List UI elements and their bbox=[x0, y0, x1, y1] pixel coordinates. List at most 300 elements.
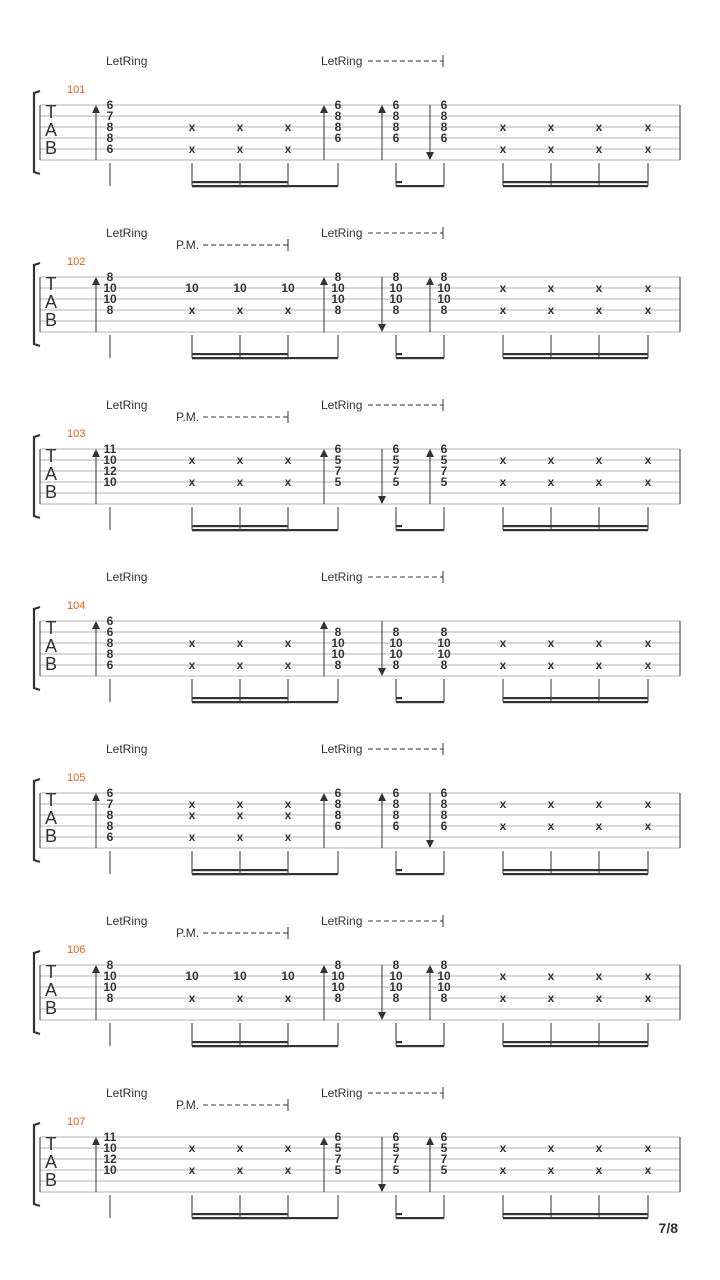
dead-note: x bbox=[188, 453, 196, 467]
upstroke-arrow bbox=[320, 793, 328, 801]
tab-clef-letter: T bbox=[45, 1134, 57, 1154]
beam bbox=[192, 525, 288, 527]
dead-note: x bbox=[595, 797, 603, 811]
dead-note: x bbox=[284, 1163, 292, 1177]
beam bbox=[192, 1217, 288, 1219]
beam bbox=[396, 1217, 444, 1219]
fret-number: 8 bbox=[106, 131, 114, 145]
fret-number: 10 bbox=[233, 281, 247, 295]
fret-number: 8 bbox=[106, 819, 114, 833]
palm-mute-label: P.M. bbox=[176, 410, 200, 424]
fret-number: 10 bbox=[389, 980, 403, 994]
fret-number: 8 bbox=[334, 797, 342, 811]
fret-number: 8 bbox=[334, 120, 342, 134]
beam bbox=[503, 185, 648, 187]
upstroke-arrow bbox=[320, 105, 328, 113]
fret-number: 5 bbox=[392, 453, 400, 467]
dead-note: x bbox=[547, 636, 555, 650]
tab-clef-letter: B bbox=[44, 310, 58, 330]
upstroke-arrow bbox=[92, 793, 100, 801]
beam-stub bbox=[396, 869, 402, 871]
fret-number: 8 bbox=[392, 109, 400, 123]
upstroke-arrow bbox=[92, 105, 100, 113]
fret-number: 6 bbox=[440, 131, 448, 145]
fret-number: 8 bbox=[334, 109, 342, 123]
dead-note: x bbox=[595, 142, 603, 156]
let-ring-label: LetRing bbox=[321, 570, 363, 584]
tab-clef-letter: A bbox=[44, 808, 58, 828]
fret-number: 8 bbox=[392, 303, 400, 317]
let-ring-label: LetRing bbox=[321, 914, 363, 928]
upstroke-arrow bbox=[92, 449, 100, 457]
fret-number: 10 bbox=[331, 980, 345, 994]
upstroke-arrow bbox=[320, 1137, 328, 1145]
fret-number: 5 bbox=[392, 475, 400, 489]
upstroke-arrow bbox=[320, 449, 328, 457]
tab-clef-letter: T bbox=[45, 790, 57, 810]
upstroke-arrow bbox=[92, 965, 100, 973]
dead-note: x bbox=[547, 797, 555, 811]
dead-note: x bbox=[547, 658, 555, 672]
beam bbox=[192, 701, 288, 703]
fret-number: 6 bbox=[392, 131, 400, 145]
let-ring-label: LetRing bbox=[106, 742, 148, 756]
dead-note: x bbox=[236, 658, 244, 672]
fret-number: 8 bbox=[440, 991, 448, 1005]
upstroke-arrow bbox=[426, 277, 434, 285]
measure-number: 104 bbox=[67, 600, 86, 612]
dead-note: x bbox=[644, 281, 652, 295]
beam bbox=[192, 357, 288, 359]
dead-note: x bbox=[644, 636, 652, 650]
dead-note: x bbox=[547, 281, 555, 295]
fret-number: 12 bbox=[103, 1152, 117, 1166]
dead-note: x bbox=[284, 636, 292, 650]
fret-number: 5 bbox=[440, 453, 448, 467]
fret-number: 8 bbox=[392, 797, 400, 811]
fret-number: 7 bbox=[440, 464, 448, 478]
beam bbox=[503, 697, 648, 699]
beam bbox=[396, 185, 444, 187]
fret-number: 11 bbox=[103, 1130, 117, 1144]
fret-number: 8 bbox=[334, 991, 342, 1005]
fret-number: 8 bbox=[440, 808, 448, 822]
beam bbox=[192, 1213, 288, 1215]
fret-number: 8 bbox=[440, 797, 448, 811]
dead-note: x bbox=[547, 475, 555, 489]
let-ring-label: LetRing bbox=[321, 398, 363, 412]
beam-stub bbox=[396, 697, 402, 699]
fret-number: 5 bbox=[334, 1141, 342, 1155]
dead-note: x bbox=[284, 1141, 292, 1155]
dead-note: x bbox=[547, 453, 555, 467]
fret-number: 10 bbox=[103, 1163, 117, 1177]
let-ring-label: LetRing bbox=[106, 54, 148, 68]
fret-number: 7 bbox=[334, 1152, 342, 1166]
tab-clef-letter: B bbox=[44, 998, 58, 1018]
fret-number: 10 bbox=[437, 980, 451, 994]
fret-number: 8 bbox=[440, 625, 448, 639]
upstroke-arrow bbox=[320, 277, 328, 285]
fret-number: 8 bbox=[440, 109, 448, 123]
fret-number: 10 bbox=[437, 636, 451, 650]
measure-number: 105 bbox=[67, 772, 86, 784]
dead-note: x bbox=[284, 797, 292, 811]
let-ring-label: LetRing bbox=[106, 1086, 148, 1100]
measure-number: 106 bbox=[67, 944, 86, 956]
beam bbox=[503, 1217, 648, 1219]
dead-note: x bbox=[499, 819, 507, 833]
dead-note: x bbox=[644, 453, 652, 467]
dead-note: x bbox=[595, 1163, 603, 1177]
fret-number: 10 bbox=[437, 647, 451, 661]
measure-number: 103 bbox=[67, 428, 86, 440]
fret-number: 8 bbox=[440, 270, 448, 284]
fret-number: 10 bbox=[389, 636, 403, 650]
measure-number: 102 bbox=[67, 256, 86, 268]
fret-number: 8 bbox=[106, 636, 114, 650]
upstroke-arrow bbox=[320, 621, 328, 629]
tab-clef-letter: B bbox=[44, 654, 58, 674]
dead-note: x bbox=[499, 475, 507, 489]
fret-number: 5 bbox=[334, 475, 342, 489]
dead-note: x bbox=[236, 1141, 244, 1155]
tab-clef-letter: B bbox=[44, 138, 58, 158]
fret-number: 10 bbox=[437, 281, 451, 295]
beam-stub bbox=[396, 353, 402, 355]
fret-number: 6 bbox=[334, 786, 342, 800]
upstroke-arrow bbox=[378, 105, 386, 113]
dead-note: x bbox=[595, 658, 603, 672]
fret-number: 10 bbox=[233, 969, 247, 983]
fret-number: 5 bbox=[334, 1163, 342, 1177]
system-bracket bbox=[34, 607, 40, 690]
dead-note: x bbox=[499, 142, 507, 156]
downstroke-arrow bbox=[378, 1012, 386, 1020]
dead-note: x bbox=[595, 636, 603, 650]
beam bbox=[503, 525, 648, 527]
upstroke-arrow bbox=[426, 965, 434, 973]
fret-number: 10 bbox=[331, 292, 345, 306]
beam-stub bbox=[396, 1213, 402, 1215]
dead-note: x bbox=[236, 1163, 244, 1177]
beam bbox=[503, 1213, 648, 1215]
let-ring-label: LetRing bbox=[321, 54, 363, 68]
dead-note: x bbox=[499, 120, 507, 134]
dead-note: x bbox=[499, 1141, 507, 1155]
fret-number: 10 bbox=[331, 281, 345, 295]
beam bbox=[396, 873, 444, 875]
dead-note: x bbox=[284, 808, 292, 822]
let-ring-label: LetRing bbox=[321, 742, 363, 756]
fret-number: 8 bbox=[106, 991, 114, 1005]
dead-note: x bbox=[284, 303, 292, 317]
fret-number: 10 bbox=[331, 969, 345, 983]
measure-number: 107 bbox=[67, 1116, 86, 1128]
tab-clef-letter: B bbox=[44, 482, 58, 502]
fret-number: 6 bbox=[440, 786, 448, 800]
dead-note: x bbox=[595, 991, 603, 1005]
fret-number: 7 bbox=[392, 1152, 400, 1166]
beam bbox=[503, 181, 648, 183]
beam bbox=[503, 529, 648, 531]
dead-note: x bbox=[644, 969, 652, 983]
beam bbox=[192, 873, 288, 875]
let-ring-label: LetRing bbox=[106, 914, 148, 928]
fret-number: 10 bbox=[103, 281, 117, 295]
dead-note: x bbox=[499, 991, 507, 1005]
fret-number: 5 bbox=[440, 475, 448, 489]
dead-note: x bbox=[547, 303, 555, 317]
tab-clef-letter: A bbox=[44, 1152, 58, 1172]
dead-note: x bbox=[284, 453, 292, 467]
tab-clef-letter: A bbox=[44, 292, 58, 312]
tab-clef-letter: A bbox=[44, 980, 58, 1000]
dead-note: x bbox=[499, 636, 507, 650]
palm-mute-label: P.M. bbox=[176, 926, 200, 940]
fret-number: 6 bbox=[334, 1130, 342, 1144]
fret-number: 7 bbox=[106, 109, 114, 123]
dead-note: x bbox=[236, 475, 244, 489]
beam bbox=[192, 869, 288, 871]
fret-number: 8 bbox=[334, 625, 342, 639]
dead-note: x bbox=[188, 142, 196, 156]
fret-number: 8 bbox=[440, 303, 448, 317]
dead-note: x bbox=[188, 475, 196, 489]
dead-note: x bbox=[236, 142, 244, 156]
upstroke-arrow bbox=[92, 621, 100, 629]
fret-number: 8 bbox=[392, 991, 400, 1005]
system-bracket bbox=[34, 263, 40, 346]
dead-note: x bbox=[547, 969, 555, 983]
fret-number: 8 bbox=[334, 303, 342, 317]
beam bbox=[396, 529, 444, 531]
fret-number: 11 bbox=[103, 442, 117, 456]
fret-number: 10 bbox=[103, 1141, 117, 1155]
dead-note: x bbox=[644, 658, 652, 672]
beam bbox=[396, 357, 444, 359]
let-ring-label: LetRing bbox=[106, 570, 148, 584]
dead-note: x bbox=[236, 120, 244, 134]
fret-number: 8 bbox=[392, 270, 400, 284]
dead-note: x bbox=[595, 453, 603, 467]
fret-number: 8 bbox=[392, 625, 400, 639]
dead-note: x bbox=[499, 658, 507, 672]
fret-number: 10 bbox=[437, 292, 451, 306]
fret-number: 6 bbox=[440, 819, 448, 833]
beam bbox=[503, 353, 648, 355]
dead-note: x bbox=[188, 658, 196, 672]
dead-note: x bbox=[188, 120, 196, 134]
fret-number: 5 bbox=[334, 453, 342, 467]
beam bbox=[192, 185, 288, 187]
beam bbox=[503, 869, 648, 871]
palm-mute-label: P.M. bbox=[176, 1098, 200, 1112]
dead-note: x bbox=[547, 120, 555, 134]
fret-number: 10 bbox=[103, 453, 117, 467]
dead-note: x bbox=[547, 1141, 555, 1155]
fret-number: 5 bbox=[392, 1163, 400, 1177]
fret-number: 10 bbox=[103, 475, 117, 489]
fret-number: 6 bbox=[334, 98, 342, 112]
fret-number: 10 bbox=[103, 980, 117, 994]
fret-number: 6 bbox=[334, 819, 342, 833]
beam bbox=[503, 873, 648, 875]
beam bbox=[192, 529, 288, 531]
system-bracket bbox=[34, 951, 40, 1034]
dead-note: x bbox=[499, 797, 507, 811]
fret-number: 6 bbox=[392, 819, 400, 833]
fret-number: 10 bbox=[389, 292, 403, 306]
downstroke-arrow bbox=[378, 324, 386, 332]
dead-note: x bbox=[595, 475, 603, 489]
upstroke-arrow bbox=[320, 965, 328, 973]
dead-note: x bbox=[236, 808, 244, 822]
dead-note: x bbox=[644, 120, 652, 134]
fret-number: 6 bbox=[392, 786, 400, 800]
fret-number: 10 bbox=[103, 969, 117, 983]
dead-note: x bbox=[595, 281, 603, 295]
fret-number: 10 bbox=[389, 281, 403, 295]
dead-note: x bbox=[499, 1163, 507, 1177]
fret-number: 7 bbox=[334, 464, 342, 478]
dead-note: x bbox=[236, 303, 244, 317]
fret-number: 10 bbox=[389, 647, 403, 661]
fret-number: 8 bbox=[106, 270, 114, 284]
system-bracket bbox=[34, 779, 40, 862]
tab-clef-letter: B bbox=[44, 1170, 58, 1190]
beam bbox=[503, 1045, 648, 1047]
fret-number: 6 bbox=[334, 131, 342, 145]
dead-note: x bbox=[284, 475, 292, 489]
fret-number: 7 bbox=[392, 464, 400, 478]
dead-note: x bbox=[595, 303, 603, 317]
dead-note: x bbox=[188, 1141, 196, 1155]
fret-number: 6 bbox=[106, 142, 114, 156]
fret-number: 8 bbox=[106, 958, 114, 972]
tab-clef-letter: T bbox=[45, 102, 57, 122]
system-bracket bbox=[34, 435, 40, 518]
dead-note: x bbox=[644, 819, 652, 833]
fret-number: 6 bbox=[106, 658, 114, 672]
dead-note: x bbox=[595, 819, 603, 833]
dead-note: x bbox=[644, 303, 652, 317]
downstroke-arrow bbox=[426, 152, 434, 160]
dead-note: x bbox=[188, 1163, 196, 1177]
fret-number: 10 bbox=[331, 647, 345, 661]
tab-clef-letter: B bbox=[44, 826, 58, 846]
fret-number: 8 bbox=[392, 808, 400, 822]
beam-stub bbox=[396, 181, 402, 183]
upstroke-arrow bbox=[92, 277, 100, 285]
tab-clef-letter: T bbox=[45, 962, 57, 982]
downstroke-arrow bbox=[378, 496, 386, 504]
fret-number: 8 bbox=[392, 658, 400, 672]
dead-note: x bbox=[284, 142, 292, 156]
fret-number: 6 bbox=[334, 442, 342, 456]
palm-mute-label: P.M. bbox=[176, 238, 200, 252]
dead-note: x bbox=[188, 991, 196, 1005]
fret-number: 10 bbox=[281, 969, 295, 983]
fret-number: 10 bbox=[331, 636, 345, 650]
dead-note: x bbox=[188, 808, 196, 822]
dead-note: x bbox=[547, 1163, 555, 1177]
dead-note: x bbox=[644, 1141, 652, 1155]
beam-stub bbox=[396, 525, 402, 527]
fret-number: 8 bbox=[106, 303, 114, 317]
system-bracket bbox=[34, 91, 40, 174]
tab-clef-letter: T bbox=[45, 618, 57, 638]
dead-note: x bbox=[284, 830, 292, 844]
dead-note: x bbox=[644, 797, 652, 811]
fret-number: 8 bbox=[440, 658, 448, 672]
upstroke-arrow bbox=[92, 1137, 100, 1145]
dead-note: x bbox=[236, 830, 244, 844]
measure-number: 101 bbox=[67, 84, 86, 96]
fret-number: 10 bbox=[281, 281, 295, 295]
beam bbox=[503, 701, 648, 703]
dead-note: x bbox=[547, 142, 555, 156]
let-ring-label: LetRing bbox=[321, 1086, 363, 1100]
tab-clef-letter: A bbox=[44, 120, 58, 140]
fret-number: 6 bbox=[392, 98, 400, 112]
fret-number: 8 bbox=[106, 808, 114, 822]
fret-number: 8 bbox=[334, 958, 342, 972]
dead-note: x bbox=[236, 636, 244, 650]
beam bbox=[503, 1041, 648, 1043]
beam bbox=[192, 1041, 288, 1043]
upstroke-arrow bbox=[378, 793, 386, 801]
fret-number: 8 bbox=[392, 958, 400, 972]
dead-note: x bbox=[644, 475, 652, 489]
dead-note: x bbox=[644, 142, 652, 156]
let-ring-label: LetRing bbox=[106, 398, 148, 412]
dead-note: x bbox=[284, 120, 292, 134]
fret-number: 8 bbox=[440, 120, 448, 134]
dead-note: x bbox=[644, 1163, 652, 1177]
dead-note: x bbox=[188, 830, 196, 844]
upstroke-arrow bbox=[426, 1137, 434, 1145]
downstroke-arrow bbox=[378, 668, 386, 676]
fret-number: 8 bbox=[334, 808, 342, 822]
fret-number: 7 bbox=[106, 797, 114, 811]
dead-note: x bbox=[547, 991, 555, 1005]
beam-stub bbox=[396, 1041, 402, 1043]
fret-number: 8 bbox=[440, 958, 448, 972]
fret-number: 6 bbox=[106, 830, 114, 844]
dead-note: x bbox=[595, 969, 603, 983]
fret-number: 6 bbox=[440, 1130, 448, 1144]
dead-note: x bbox=[499, 281, 507, 295]
fret-number: 8 bbox=[106, 647, 114, 661]
fret-number: 6 bbox=[440, 98, 448, 112]
fret-number: 10 bbox=[185, 969, 199, 983]
fret-number: 7 bbox=[440, 1152, 448, 1166]
dead-note: x bbox=[188, 797, 196, 811]
tab-clef-letter: T bbox=[45, 274, 57, 294]
fret-number: 5 bbox=[392, 1141, 400, 1155]
dead-note: x bbox=[236, 797, 244, 811]
fret-number: 8 bbox=[334, 658, 342, 672]
fret-number: 6 bbox=[106, 786, 114, 800]
tab-clef-letter: A bbox=[44, 464, 58, 484]
fret-number: 6 bbox=[106, 625, 114, 639]
fret-number: 10 bbox=[185, 281, 199, 295]
dead-note: x bbox=[284, 658, 292, 672]
dead-note: x bbox=[547, 819, 555, 833]
dead-note: x bbox=[188, 636, 196, 650]
dead-note: x bbox=[188, 303, 196, 317]
